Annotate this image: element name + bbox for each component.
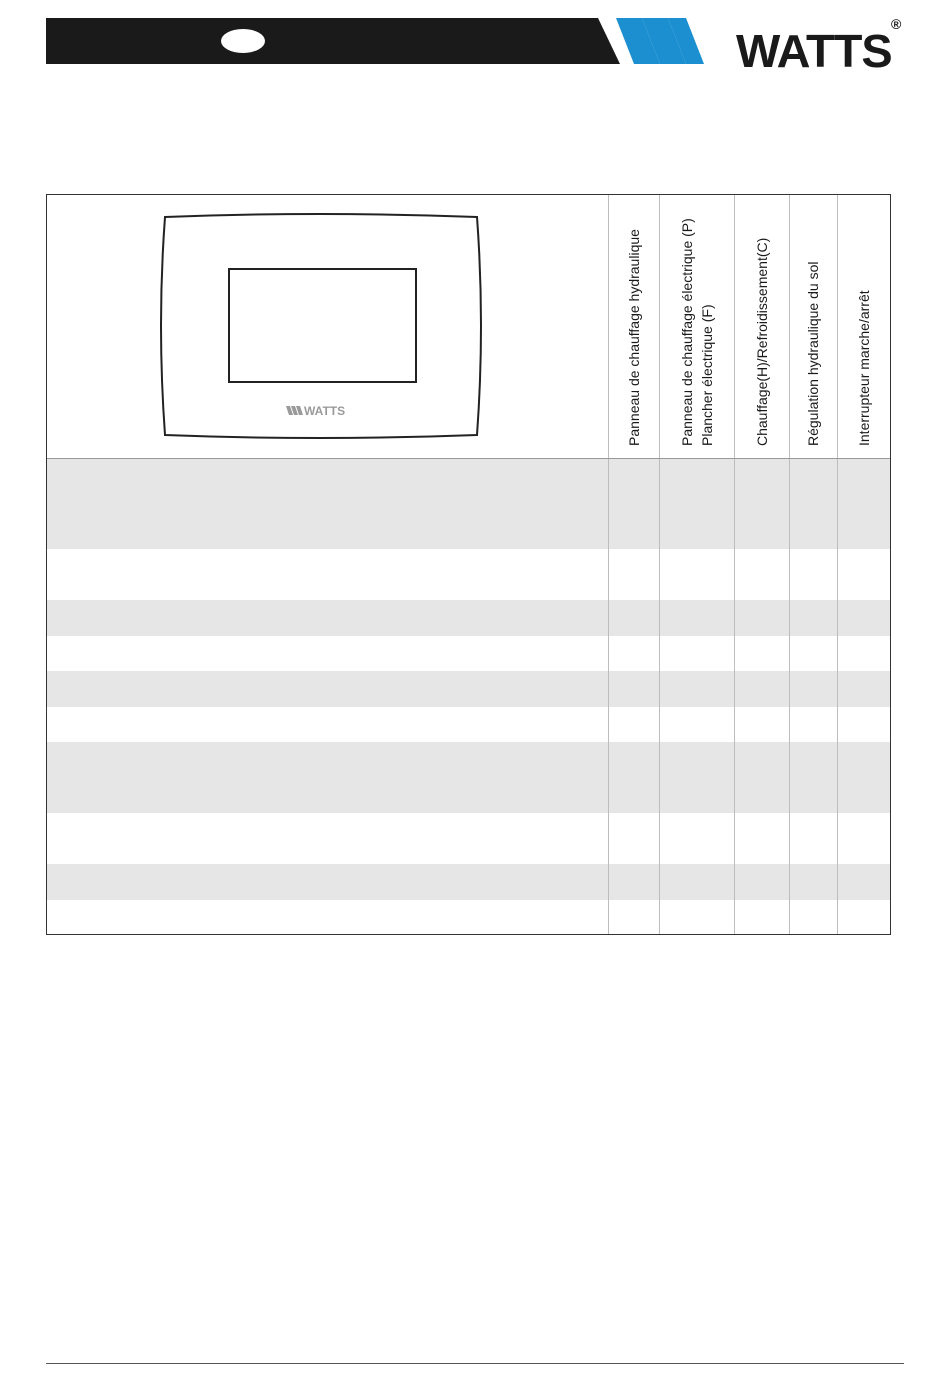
column-header-line: Interrupteur marche/arrêt [855,290,872,446]
column-divider [789,195,790,934]
column-header-line: Plancher électrique (F) [698,304,715,446]
watts-logo-stripes [616,18,704,64]
footer-rule [46,1363,904,1364]
thermostat-logo-text: WATTS [304,404,346,418]
column-header [803,262,823,446]
thermostat-illustration [159,213,489,448]
column-divider [659,195,660,934]
thermostat-screen [229,269,416,382]
table-row [47,707,890,742]
watts-logo-text: WATTS [736,25,892,77]
table-row [47,742,890,813]
column-header-line: Chauffage(H)/Refroidissement(C) [753,237,770,446]
language-pill [221,29,265,53]
column-divider [734,195,735,934]
column-header-line: Panneau de chauffage électrique (P) [678,218,695,446]
table-row [47,636,890,671]
column-header [677,218,717,446]
column-header [854,290,874,446]
table-row [47,549,890,600]
header-divider [47,458,890,459]
column-header [752,238,772,446]
feature-matrix [46,194,891,935]
table-row [47,900,890,934]
table-row [47,671,890,707]
header-black-band [46,18,620,64]
column-divider [608,195,609,934]
column-header [624,229,644,446]
table-row [47,864,890,900]
table-row [47,813,890,864]
table-row [47,600,890,636]
table-row [47,458,890,549]
column-header-line: Régulation hydraulique du sol [805,261,821,446]
page-header [46,16,906,77]
registered-mark: ® [891,16,902,32]
column-header-line: Panneau de chauffage hydraulique [625,229,642,446]
column-divider [837,195,838,934]
